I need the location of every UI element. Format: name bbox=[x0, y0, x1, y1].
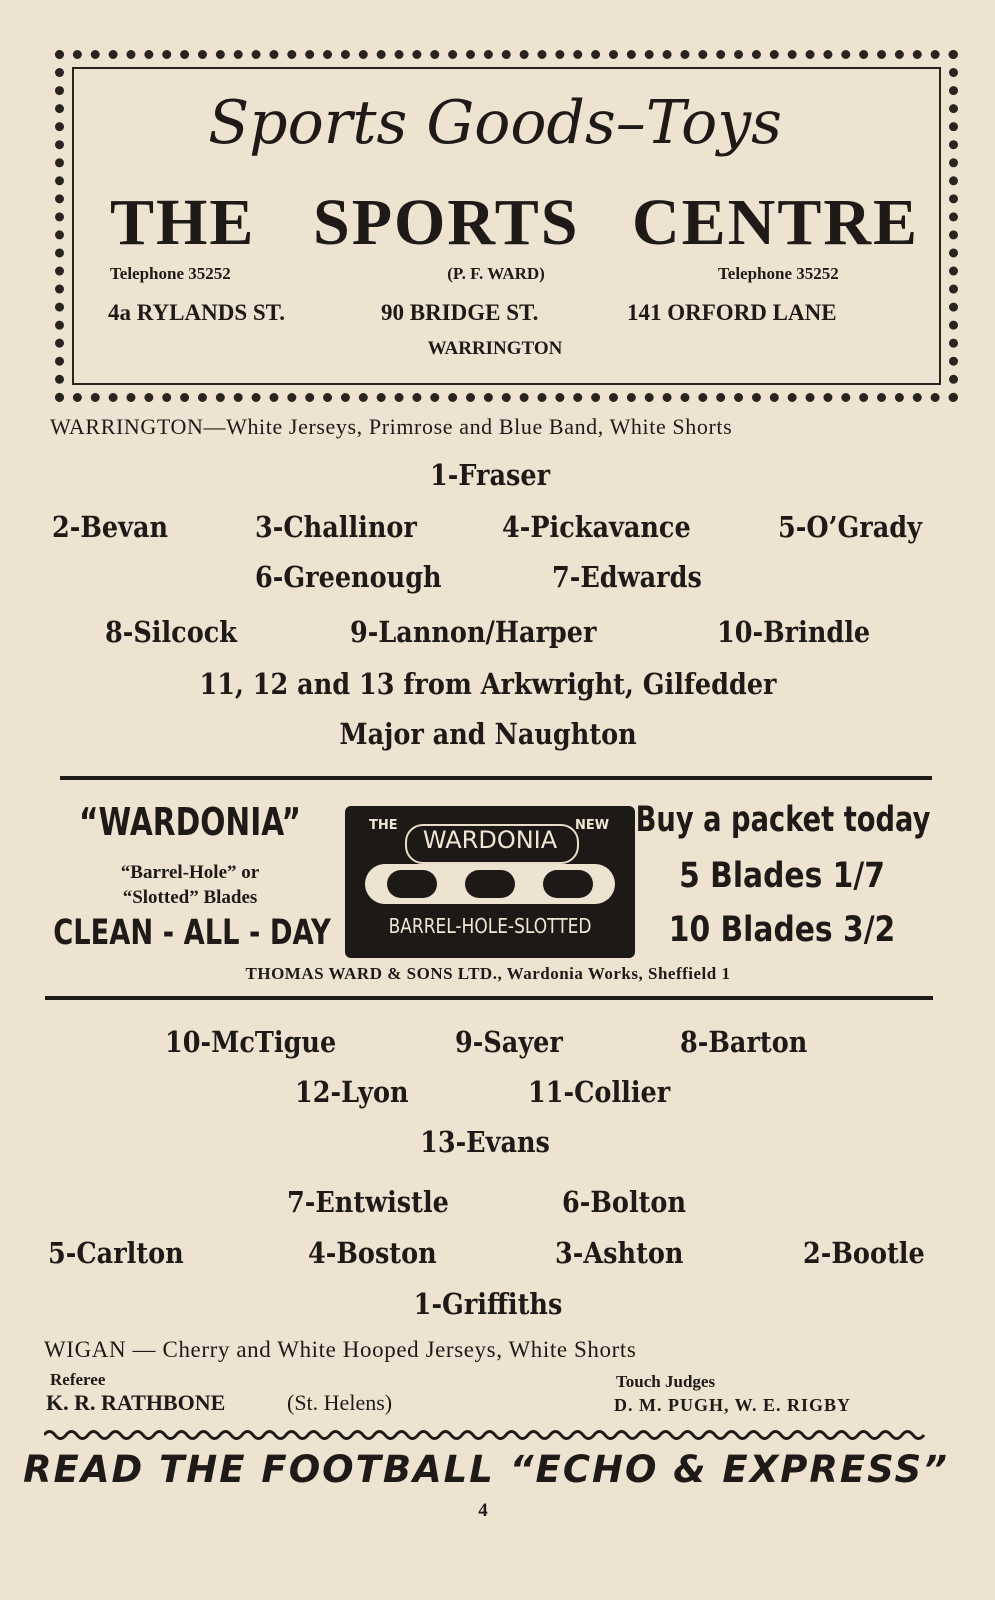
razor-blade-image bbox=[345, 806, 635, 958]
address-3: 141 ORFORD LANE bbox=[627, 300, 837, 325]
blade-new-label: NEW bbox=[575, 818, 610, 833]
warrington-subs-line-2: Major and Naughton bbox=[339, 717, 637, 751]
blade-slot bbox=[365, 864, 615, 904]
referee-club: (St. Helens) bbox=[287, 1390, 393, 1415]
wigan-player-3: 3-Ashton bbox=[555, 1236, 684, 1270]
wigan-player-9: 9-Sayer bbox=[455, 1025, 563, 1059]
divider-bottom bbox=[45, 996, 933, 1000]
referee-label: Referee bbox=[50, 1370, 106, 1389]
wigan-colours: WIGAN — Cherry and White Hooped Jerseys, White Shorts bbox=[44, 1337, 637, 1362]
wavy-divider bbox=[44, 1428, 930, 1442]
town: WARRINGTON bbox=[427, 338, 563, 359]
wigan-player-8: 8-Barton bbox=[680, 1025, 808, 1059]
warrington-player-1: 1-Fraser bbox=[429, 458, 551, 492]
blade-caption: BARREL-HOLE-SLOTTED bbox=[388, 914, 592, 938]
wardonia-slogan: CLEAN - ALL - DAY bbox=[53, 913, 331, 953]
wardonia-brand: “WARDONIA” bbox=[79, 800, 301, 844]
wigan-player-7: 7-Entwistle bbox=[287, 1185, 449, 1219]
shop-name-word-3: CENTRE bbox=[632, 186, 920, 259]
blade-the-label: THE bbox=[369, 818, 398, 833]
blade-types-2: “Slotted” Blades bbox=[122, 887, 258, 908]
warrington-player-5: 5-O’Grady bbox=[778, 510, 922, 544]
shop-name-word-2: SPORTS bbox=[313, 186, 580, 259]
wigan-player-6: 6-Bolton bbox=[562, 1185, 687, 1219]
touch-judges-label: Touch Judges bbox=[616, 1372, 716, 1391]
warrington-player-6: 6-Greenough bbox=[255, 560, 442, 594]
page-number: 4 bbox=[478, 1500, 488, 1521]
price-10-blades: 10 Blades 3/2 bbox=[668, 910, 896, 950]
wigan-player-5: 5-Carlton bbox=[48, 1236, 184, 1270]
warrington-player-2: 2-Bevan bbox=[52, 510, 169, 544]
address-2: 90 BRIDGE ST. bbox=[381, 300, 539, 325]
wigan-player-10: 10-McTigue bbox=[165, 1025, 337, 1059]
wigan-player-4: 4-Boston bbox=[308, 1236, 437, 1270]
footer-banner: READ THE FOOTBALL “ECHO & EXPRESS” bbox=[23, 1448, 949, 1491]
wigan-player-12: 12-Lyon bbox=[295, 1075, 409, 1109]
wardonia-maker: THOMAS WARD & SONS LTD., Wardonia Works, Sheffield 1 bbox=[245, 964, 731, 983]
phone-right: Telephone 35252 bbox=[718, 264, 839, 283]
referee-name: K. R. RATHBONE bbox=[46, 1390, 226, 1415]
warrington-player-10: 10-Brindle bbox=[717, 615, 871, 649]
owner: (P. F. WARD) bbox=[447, 264, 545, 283]
phone-left: Telephone 35252 bbox=[110, 264, 231, 283]
address-1: 4a RYLANDS ST. bbox=[108, 300, 286, 325]
blade-types-1: “Barrel-Hole” or bbox=[120, 862, 260, 883]
warrington-player-9: 9-Lannon/Harper bbox=[350, 615, 597, 649]
wigan-player-13: 13-Evans bbox=[420, 1125, 550, 1159]
blade-brand-text: WARDONIA bbox=[422, 826, 558, 854]
warrington-player-7: 7-Edwards bbox=[552, 560, 702, 594]
shop-name-word-1: THE bbox=[110, 186, 256, 259]
warrington-player-3: 3-Challinor bbox=[255, 510, 417, 544]
warrington-colours: WARRINGTON—White Jerseys, Primrose and Blue Band, White Shorts bbox=[50, 414, 733, 439]
wigan-player-11: 11-Collier bbox=[528, 1075, 671, 1109]
wigan-player-1: 1-Griffiths bbox=[413, 1287, 563, 1321]
wardonia-cta: Buy a packet today bbox=[635, 800, 931, 840]
divider-top bbox=[60, 776, 932, 780]
warrington-player-8: 8-Silcock bbox=[105, 615, 237, 649]
warrington-subs-line-1: 11, 12 and 13 from Arkwright, Gilfedder bbox=[199, 667, 777, 701]
touch-judges-names: D. M. PUGH, W. E. RIGBY bbox=[614, 1395, 852, 1415]
price-5-blades: 5 Blades 1/7 bbox=[679, 856, 885, 896]
warrington-player-4: 4-Pickavance bbox=[502, 510, 691, 544]
wigan-player-2: 2-Bootle bbox=[803, 1236, 925, 1270]
advert-headline: Sports Goods–Toys bbox=[208, 88, 782, 158]
